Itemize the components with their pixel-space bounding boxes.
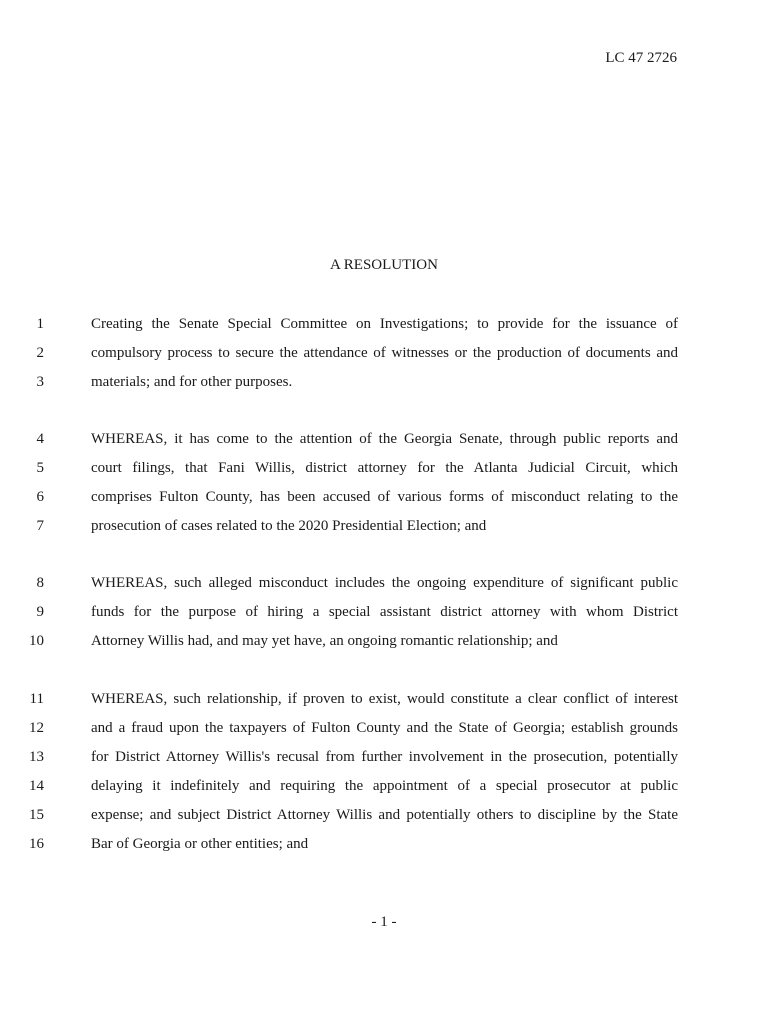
line-text: for District Attorney Willis's recusal from further involvement in the prosecution, potentially [91, 749, 678, 765]
text-line [0, 601, 768, 623]
line-number: 4 [36, 431, 44, 447]
text-line [0, 428, 768, 450]
line-text: compulsory process to secure the attendance of witnesses or the production of documents and [91, 345, 678, 361]
text-line [0, 833, 768, 855]
line-text: WHEREAS, such alleged misconduct includes the ongoing expenditure of significant public [91, 575, 678, 591]
text-line [0, 457, 768, 479]
line-text: and a fraud upon the taxpayers of Fulton County and the State of Georgia; establish grounds [91, 720, 678, 736]
line-number: 2 [36, 345, 44, 361]
line-number: 13 [29, 749, 44, 765]
line-text: comprises Fulton County, has been accused of various forms of misconduct relating to the [91, 489, 678, 505]
line-text: WHEREAS, it has come to the attention of the Georgia Senate, through public reports and [91, 431, 678, 447]
resolution-title: A RESOLUTION [330, 257, 438, 273]
line-text: Creating the Senate Special Committee on Investigations; to provide for the issuance of [91, 316, 678, 332]
line-text: materials; and for other purposes. [91, 374, 293, 390]
text-line [0, 717, 768, 739]
line-number: 8 [36, 575, 44, 591]
text-line [0, 746, 768, 768]
text-line [0, 371, 768, 393]
text-line [0, 572, 768, 594]
line-text: court filings, that Fani Willis, district attorney for the Atlanta Judicial Circuit, which [91, 460, 678, 476]
line-number: 1 [36, 316, 44, 332]
line-text: expense; and subject District Attorney Willis and potentially others to discipline by the State [91, 807, 678, 823]
line-number: 11 [29, 691, 44, 707]
text-line [0, 342, 768, 364]
line-number: 16 [29, 836, 44, 852]
text-line [0, 630, 768, 652]
text-line [0, 804, 768, 826]
text-line [0, 486, 768, 508]
line-text: delaying it indefinitely and requiring the appointment of a special prosecutor at public [91, 778, 678, 794]
line-number: 5 [36, 460, 44, 476]
text-line [0, 775, 768, 797]
line-text: Bar of Georgia or other entities; and [91, 836, 309, 852]
line-number: 12 [29, 720, 44, 736]
text-line [0, 688, 768, 710]
line-number: 7 [36, 518, 44, 534]
line-text: Attorney Willis had, and may yet have, an ongoing romantic relationship; and [91, 633, 558, 649]
page-number: - 1 - [371, 914, 397, 930]
line-number: 10 [29, 633, 44, 649]
line-text: funds for the purpose of hiring a special assistant district attorney with whom District [91, 604, 678, 620]
line-number: 15 [29, 807, 44, 823]
line-number: 9 [36, 604, 44, 620]
line-number: 14 [29, 778, 44, 794]
document-id: LC 47 2726 [605, 50, 677, 66]
line-number: 3 [36, 374, 44, 390]
line-number: 6 [36, 489, 44, 505]
text-line [0, 313, 768, 335]
text-line [0, 515, 768, 537]
line-text: WHEREAS, such relationship, if proven to exist, would constitute a clear conflict of interest [91, 691, 678, 707]
line-text: prosecution of cases related to the 2020 Presidential Election; and [91, 518, 487, 534]
